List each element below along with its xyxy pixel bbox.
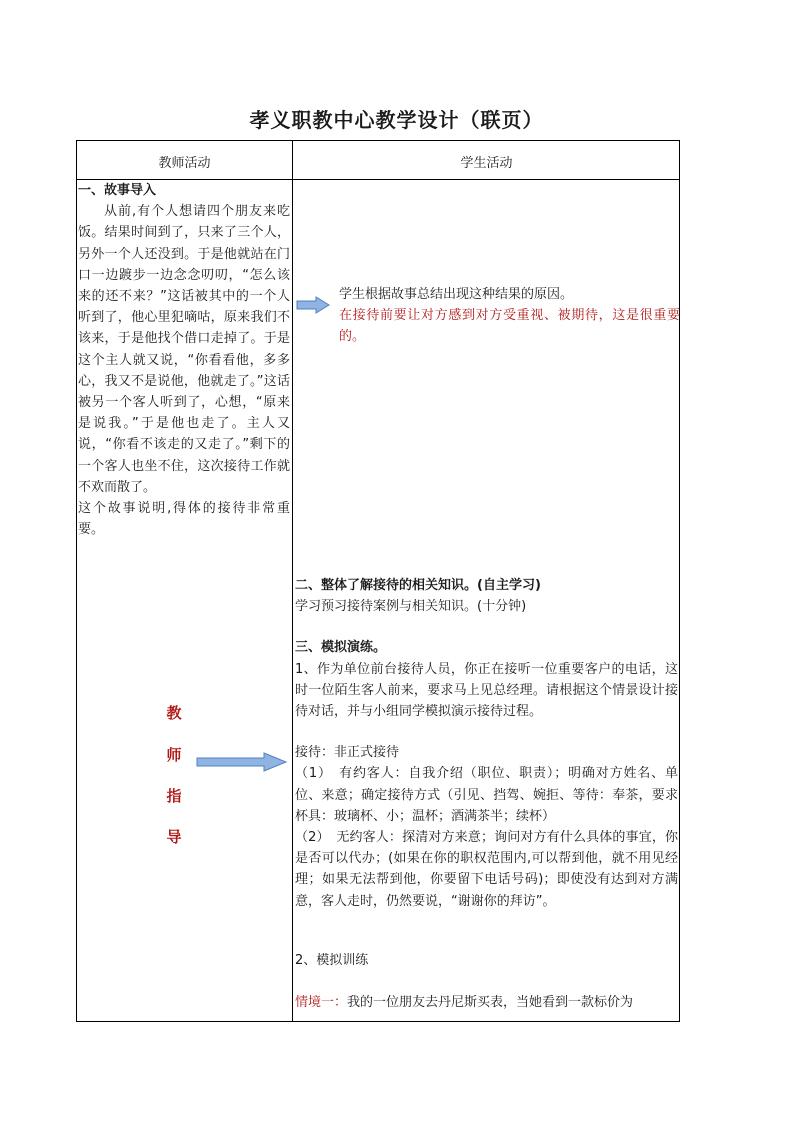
section2-heading: 二、整体了解接待的相关知识。(自主学习) xyxy=(295,578,541,593)
story-moral: 这个故事说明,得体的接待非常重要。 xyxy=(78,501,290,538)
exercise-item-2: 2、模拟训练 xyxy=(295,953,369,968)
header-teacher-activity: 教师活动 xyxy=(158,156,211,171)
section3-heading: 三、模拟演练。 xyxy=(295,640,387,656)
case-scheduled-guest: （1） 有约客人：自我介绍（职位、职责）；明确对方姓名、单位、来意；确定接待方式（引见、挡驾、婉拒、等待：奉茶，要求杯具：玻璃杯、小；温杯；酒满茶半；续杯） xyxy=(295,766,678,824)
section1-heading: 一、故事导入 xyxy=(78,183,157,198)
scenario-text: 我的一位朋友去丹尼斯买表，当她看到一款标价为 xyxy=(347,995,634,1011)
guide-char-4: 导 xyxy=(166,828,182,846)
guide-char-3: 指 xyxy=(166,787,182,805)
scenario-line xyxy=(295,992,678,1013)
right-arrow-icon xyxy=(296,296,330,314)
student-activity-cell xyxy=(295,575,678,912)
page-title: 孝义职教中心教学设计（联页） xyxy=(249,108,544,132)
reception-type: 接待：非正式接待 xyxy=(295,745,400,761)
guide-char-2: 师 xyxy=(166,746,182,764)
guide-char-1: 教 xyxy=(166,704,182,722)
header-student-activity: 学生活动 xyxy=(460,156,513,171)
right-arrow-icon xyxy=(196,752,288,772)
exercise-item-1: 1、作为单位前台接待人员，你正在接听一位重要客户的电话，这时一位陌生客人前来，要求马上见总经理。请根据这个情景设计接待对话，并与小组同学模拟演示接待过程。 xyxy=(295,661,678,720)
training-section xyxy=(295,950,678,1013)
conclusion-highlight: 在接待前要让对方感到对方受重视、被期待，这是很重要的。 xyxy=(339,308,680,345)
student-conclusion xyxy=(339,284,680,348)
teacher-activity-cell xyxy=(78,180,290,540)
story-paragraph: 从前,有个人想请四个朋友来吃饭。结果时间到了，只来了三个人，另外一个人还没到。于是他就站在门口一边踱步一边念念叨叨，“怎么该来的还不来？”这话被其中的一个人听到了，他心里犯嘀咕，原来我们不该来，于是他找个借口走掉了。于是这个主人就又说，“你看看他，多多心，我又不是说他，他就走了。”这话被另一个客人听到了，心想，“原来是说我。”于是他也走了。主人又说，“你看不该走的又走了。”剩下的一个客人也坐不住，这次接待工作就不欢而散了。 xyxy=(78,204,290,495)
case-unscheduled-guest: （2） 无约客人：探清对方来意；询问对方有什么具体的事宜，你是否可以代办；(如果在你的职权范围内,可以帮到他，就不用见经理；如果无法帮到他，你要留下电话号码)；即使没有达到对方满意，客人走时，仍然要说，“谢谢你的拜访”。 xyxy=(295,830,678,909)
scenario-label: 情境一： xyxy=(295,995,348,1011)
column-divider xyxy=(292,140,293,1022)
conclusion-text: 学生根据故事总结出现这种结果的原因。 xyxy=(339,287,574,302)
section2-text: 学习预习接待案例与相关知识。(十分钟) xyxy=(295,599,527,615)
